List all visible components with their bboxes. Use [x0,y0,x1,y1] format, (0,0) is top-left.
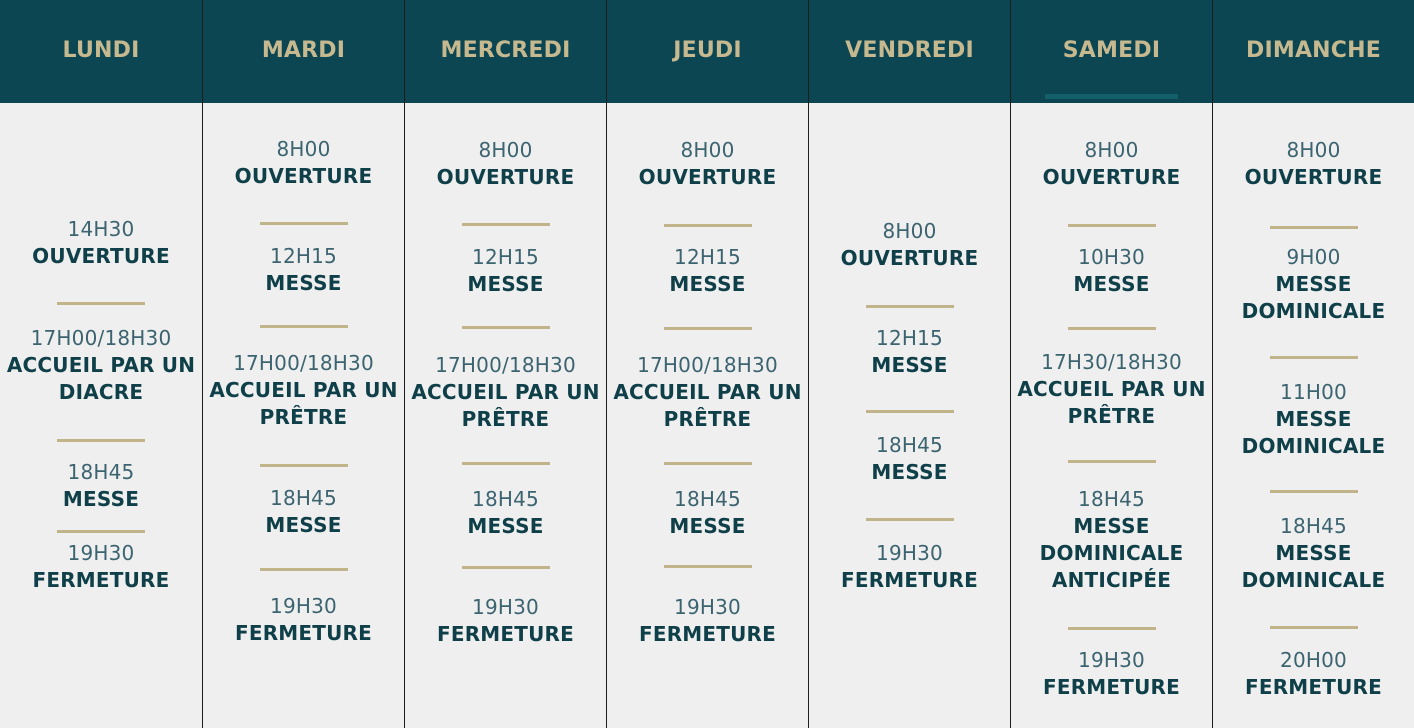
event-separator [462,566,550,569]
schedule-event [809,540,1010,594]
schedule-event [0,325,202,406]
event-separator [1068,327,1156,330]
event-label: ACCUEIL PAR UN [6,353,196,377]
event-label: ANTICIPÉE [1051,568,1172,592]
event-label: FERMETURE [436,622,575,646]
day-name: LUNDI [62,37,140,63]
event-label: PRÊTRE [259,405,348,429]
schedule-event [607,594,808,648]
event-label: DIACRE [58,380,144,404]
schedule-event [405,137,606,191]
event-label: DOMINICALE [1241,434,1386,458]
event-time: 12H15 [876,326,943,350]
event-separator [260,568,348,571]
event-separator [462,462,550,465]
event-time: 12H15 [674,245,741,269]
event-time: 14H30 [67,217,135,241]
schedule-event [203,593,404,647]
schedule-event [1011,647,1212,701]
event-separator [57,302,145,305]
event-time: 12H15 [472,245,539,269]
day-name: VENDREDI [845,37,974,63]
event-label: MESSE [669,514,746,538]
event-label: MESSE [669,272,746,296]
event-label: MESSE [1073,272,1150,296]
schedule-event [1213,647,1414,701]
event-label: MESSE [1275,541,1352,565]
event-time: 10H30 [1078,245,1145,269]
event-separator [664,565,752,568]
day-name: JEUDI [673,37,742,63]
event-time: 20H00 [1280,648,1347,672]
schedule-event [405,352,606,433]
event-separator [260,222,348,225]
event-label: OUVERTURE [1244,165,1383,189]
event-separator [57,530,145,533]
event-time: 19H30 [67,541,135,565]
schedule-event [1213,513,1414,594]
schedule-event [0,216,202,270]
schedule-event [809,325,1010,379]
schedule-event [203,243,404,297]
event-time: 17H00/18H30 [435,353,576,377]
event-time: 19H30 [270,594,337,618]
event-label: OUVERTURE [234,164,373,188]
schedule-event [0,459,202,513]
event-time: 19H30 [674,595,741,619]
event-separator [866,410,954,413]
event-label: FERMETURE [1244,675,1383,699]
event-label: FERMETURE [840,568,979,592]
event-label: MESSE [62,487,140,511]
schedule-event [607,486,808,540]
event-separator [1270,356,1358,359]
event-time: 8H00 [882,219,937,243]
schedule-event [1213,137,1414,191]
event-label: FERMETURE [638,622,777,646]
event-separator [57,439,145,442]
day-column-lundi [0,0,202,728]
event-label: MESSE [1073,514,1150,538]
schedule-event [1011,486,1212,594]
schedule-event [1213,244,1414,325]
event-separator [664,327,752,330]
event-time: 17H00/18H30 [233,351,374,375]
event-label: ACCUEIL PAR UN [1017,377,1206,401]
schedule-event [405,486,606,540]
event-label: MESSE [871,353,948,377]
day-column-jeudi [606,0,808,728]
event-label: MESSE [1275,407,1352,431]
day-column-dimanche [1212,0,1414,728]
day-column-vendredi [808,0,1010,728]
schedule-event [405,244,606,298]
schedule-event [203,350,404,431]
event-time: 18H45 [1280,514,1347,538]
event-time: 8H00 [680,138,735,162]
day-column-mercredi [404,0,606,728]
event-label: MESSE [265,271,342,295]
event-label: PRÊTRE [461,407,550,431]
event-separator [260,464,348,467]
day-header[interactable] [1213,0,1414,103]
event-label: DOMINICALE [1241,299,1386,323]
schedule-event [203,485,404,539]
schedule-event [405,594,606,648]
event-time: 8H00 [276,137,331,161]
event-separator [462,326,550,329]
day-header[interactable] [203,0,404,103]
event-time: 19H30 [472,595,539,619]
event-time: 18H45 [270,486,337,510]
event-separator [1270,490,1358,493]
schedule-event [607,244,808,298]
day-column-samedi [1010,0,1212,728]
event-separator [1068,460,1156,463]
selected-day-indicator [1045,94,1178,99]
schedule-event [1213,379,1414,460]
day-name: SAMEDI [1062,37,1161,63]
day-header[interactable] [0,0,202,103]
event-label: MESSE [1275,272,1352,296]
schedule-event [607,352,808,433]
day-header[interactable] [607,0,808,103]
event-time: 19H30 [876,541,943,565]
event-separator [260,325,348,328]
day-name: DIMANCHE [1246,37,1381,63]
event-label: FERMETURE [1042,675,1181,699]
event-time: 18H45 [674,487,741,511]
event-time: 9H00 [1286,245,1341,269]
event-label: ACCUEIL PAR UN [411,380,600,404]
event-separator [664,462,752,465]
event-time: 17H00/18H30 [637,353,778,377]
schedule-event [1011,137,1212,191]
day-name: MERCREDI [440,37,571,63]
schedule-event [1011,244,1212,298]
event-separator [664,224,752,227]
day-column-mardi [202,0,404,728]
event-time: 19H30 [1078,648,1145,672]
event-time: 18H45 [67,460,135,484]
event-time: 12H15 [270,244,337,268]
event-label: PRÊTRE [663,407,752,431]
event-time: 8H00 [478,138,533,162]
day-header[interactable] [405,0,606,103]
event-time: 17H00/18H30 [30,326,172,350]
event-label: MESSE [467,514,544,538]
schedule-event [0,540,202,594]
event-label: ACCUEIL PAR UN [613,380,802,404]
event-time: 18H45 [472,487,539,511]
event-separator [462,223,550,226]
event-separator [1068,224,1156,227]
event-separator [1270,226,1358,229]
event-label: DOMINICALE [1039,541,1184,565]
event-label: FERMETURE [32,568,170,592]
event-label: MESSE [467,272,544,296]
event-time: 17H30/18H30 [1041,350,1182,374]
day-name: MARDI [261,37,346,63]
event-label: DOMINICALE [1241,568,1386,592]
event-separator [1270,626,1358,629]
schedule-event [203,136,404,190]
event-time: 11H00 [1280,380,1347,404]
day-header[interactable] [809,0,1010,103]
schedule-event [809,218,1010,272]
event-label: OUVERTURE [840,246,979,270]
event-separator [1068,627,1156,630]
event-time: 18H45 [876,433,943,457]
event-separator [866,305,954,308]
day-header[interactable] [1011,0,1212,103]
event-label: MESSE [265,513,342,537]
schedule-event [607,137,808,191]
event-label: ACCUEIL PAR UN [209,378,398,402]
event-time: 8H00 [1084,138,1139,162]
event-label: MESSE [871,460,948,484]
event-label: PRÊTRE [1067,404,1156,428]
event-label: OUVERTURE [638,165,777,189]
event-separator [866,518,954,521]
event-label: OUVERTURE [436,165,575,189]
event-label: FERMETURE [234,621,373,645]
event-label: OUVERTURE [32,244,170,268]
schedule-event [809,432,1010,486]
event-time: 18H45 [1078,487,1145,511]
schedule-event [1011,349,1212,430]
event-time: 8H00 [1286,138,1341,162]
event-label: OUVERTURE [1042,165,1181,189]
